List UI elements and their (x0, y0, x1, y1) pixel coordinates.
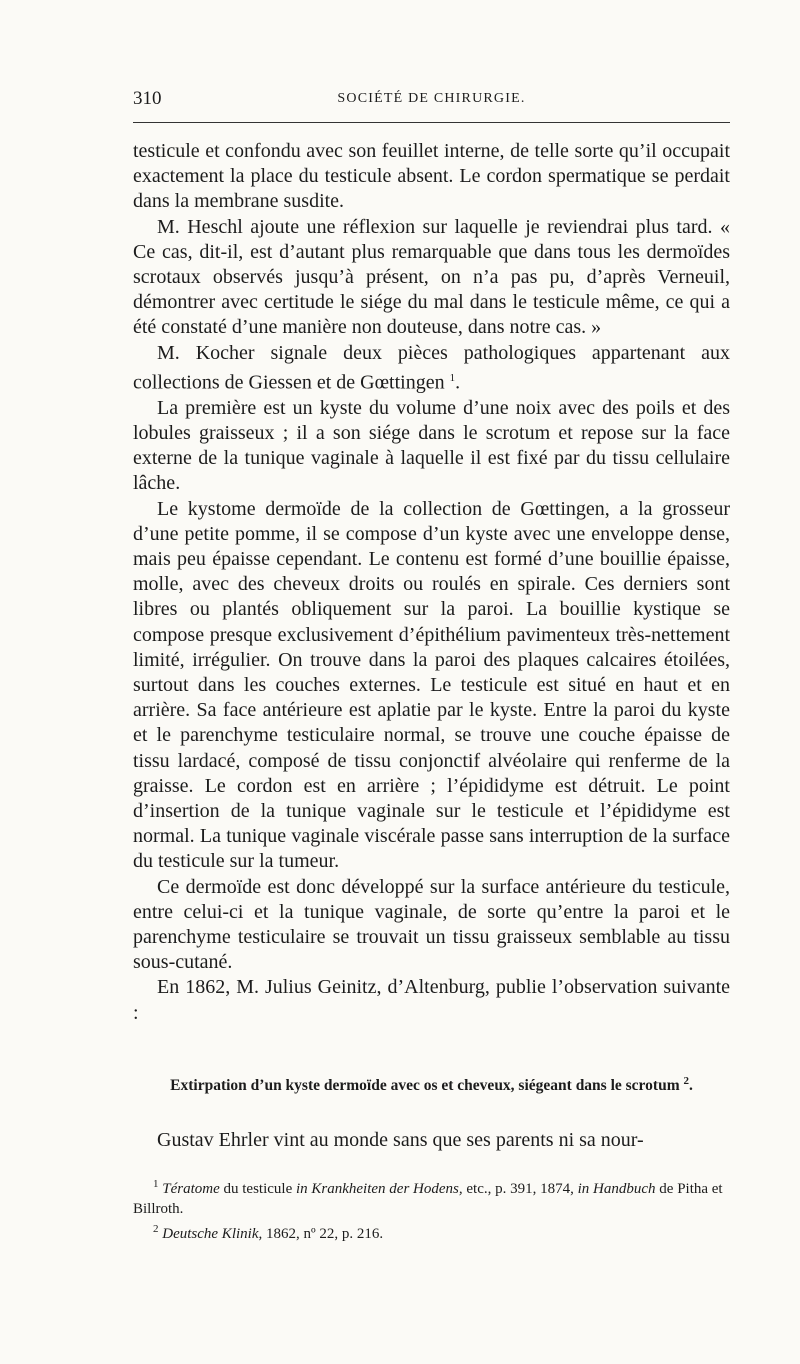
footnote (133, 1219, 730, 1244)
paragraph-text: M. Kocher signale deux pièces pathologiques appartenant aux collections de Giessen et de Gœttingen (133, 341, 730, 394)
section-title (133, 1072, 730, 1095)
footnote-italic: Deutsche Klinik, (162, 1226, 263, 1242)
paragraph-end: . (455, 371, 461, 394)
section-lead-text: Gustav Ehrler vint au monde sans que ses parents ni sa nour- (157, 1129, 644, 1151)
body-text (133, 139, 730, 1026)
paragraph (133, 341, 730, 396)
footnote-italic: in Krankheiten der Hodens, (295, 1181, 463, 1197)
paragraph: En 1862, M. Julius Geinitz, d’Altenburg, publie l’observation suivante : (133, 976, 730, 1024)
footnote-text: 1862, nº 22, p. 216. (262, 1226, 384, 1242)
paragraph: La première est un kyste du volume d’une noix avec des poils et des lobules graisseux ; il a son siége dans le scrotum et repose sur la face externe de la tunique vaginale à laquelle il est fixé par du tissu cellulaire lâche. (133, 396, 730, 495)
footnote-italic: Tératome (162, 1181, 220, 1197)
header-rule (133, 122, 730, 123)
paragraph: testicule et confondu avec son feuillet interne, de telle sorte qu’il occupait exactement la place du testicule absent. Le cordon spermatique se perdait dans la membrane susdite. (133, 140, 730, 213)
footnote-text: de Pitha et Billroth. (133, 1181, 723, 1217)
page-header (133, 88, 730, 114)
footnote-ref: 2 (683, 1075, 689, 1087)
section-title-end: . (688, 1077, 693, 1095)
paragraph: Le kystome dermoïde de la collection de Gœttingen, a la grosseur d’une petite pomme, il se compose d’un kyste avec une enveloppe dense, mais peu épaisse cependant. Le contenu est formé d’une bouillie épaisse, molle, avec des cheveux droits ou roulés en spirale. Ces derniers sont libres ou plantés obliquement sur la paroi. La bouillie kystique se compose presque exclusivement d’épithélium pavimenteux très-nettement limité, irrégulier. On trouve dans la paroi des plaques calcaires étoilées, surtout dans les couches externes. Le testicule est situé en haut et en arrière. Sa face antérieure est aplatie par le kyste. Entre la paroi du kyste et le parenchyme testiculaire normal, se trouve une couche épaisse de tissu lardacé, composé de tissu conjonctif alvéolaire qui renferme de la graisse. Le cordon est en arrière ; l’épididyme est détruit. Le point d’insertion de la tunique vaginale sur le testicule et l’épididyme est normal. La tunique vaginale viscérale passe sans interruption de la surface du testicule sur la tumeur. (133, 497, 730, 873)
running-title: SOCIÉTÉ DE CHIRURGIE. (337, 91, 526, 106)
paragraph: M. Heschl ajoute une réflexion sur laquelle je reviendrai plus tard. « Ce cas, dit-il, est d’autant plus remarquable que dans tous les dermoïdes scrotaux observés jusqu’à présent, on n’a pas pu, d’après Verneuil, démontrer avec certitude le siége du mal dans le testicule même, ce qui a été constaté d’une manière non douteuse, dans notre cas. » (133, 215, 730, 339)
section-title-text: Extirpation d’un kyste dermoïde avec os et cheveux, siégeant dans le scrotum (170, 1077, 680, 1095)
footnote (133, 1174, 730, 1219)
paragraph: Ce dermoïde est donc développé sur la surface antérieure du testicule, entre celui-ci et la tunique vaginale, de sorte qu’entre la paroi et le parenchyme testiculaire se trouvait un tissu graisseux semblable au tissu sous-cutané. (133, 875, 730, 974)
footnote-italic: in Handbuch (577, 1181, 656, 1197)
footnote-text: etc., p. 391, 1874, (462, 1181, 578, 1197)
page-number: 310 (133, 88, 162, 109)
footnote-ref: 1 (449, 371, 456, 384)
footnotes (133, 1174, 730, 1244)
footnote-mark: 1 (153, 1178, 159, 1190)
footnote-text: du testicule (219, 1181, 296, 1197)
footnote-mark: 2 (153, 1223, 159, 1235)
